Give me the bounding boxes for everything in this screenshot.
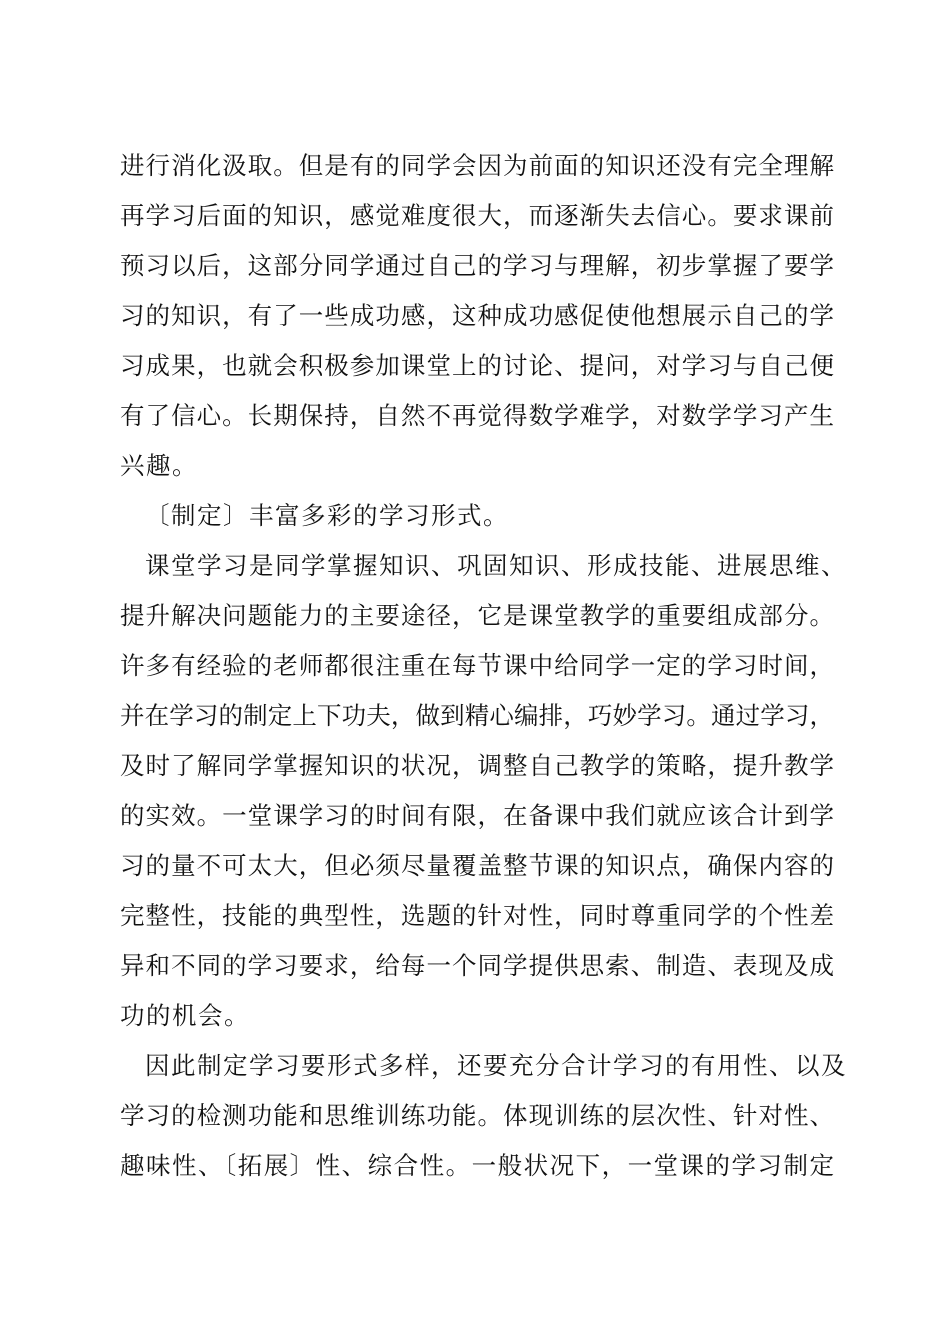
paragraph-3 bbox=[120, 541, 847, 1041]
paragraph-1 bbox=[120, 141, 834, 491]
text-line: 的实效。一堂课学习的时间有限，在备课中我们就应该合计到学 bbox=[120, 801, 834, 830]
text-line: 异和不同的学习要求，给每一个同学提供思索、制造、表现及成 bbox=[120, 951, 834, 980]
paragraph-2 bbox=[120, 491, 834, 541]
text-line: 提升解决问题能力的主要途径，它是课堂教学的重要组成部分。 bbox=[120, 601, 834, 630]
text-line: 预习以后，这部分同学通过自己的学习与理解，初步掌握了要学 bbox=[120, 251, 834, 280]
text-line: 及时了解同学掌握知识的状况，调整自己教学的策略，提升教学 bbox=[120, 751, 834, 780]
document-body bbox=[120, 141, 847, 1191]
text-line: 习的量不可太大，但必须尽量覆盖整节课的知识点，确保内容的 bbox=[120, 851, 834, 880]
text-line: 学习的检测功能和思维训练功能。体现训练的层次性、针对性、 bbox=[120, 1101, 834, 1130]
text-line: 因此制定学习要形式多样，还要充分合计学习的有用性、以及 bbox=[145, 1051, 847, 1080]
paragraph-4 bbox=[120, 1041, 847, 1191]
text-line: 许多有经验的老师都很注重在每节课中给同学一定的学习时间， bbox=[120, 651, 834, 680]
text-line: 进行消化汲取。但是有的同学会因为前面的知识还没有完全理解 bbox=[120, 151, 834, 180]
text-line: 趣味性、〔拓展〕性、综合性。一般状况下，一堂课的学习制定 bbox=[120, 1151, 834, 1180]
text-line: 完整性，技能的典型性，选题的针对性，同时尊重同学的个性差 bbox=[120, 901, 834, 930]
text-line: 课堂学习是同学掌握知识、巩固知识、形成技能、进展思维、 bbox=[145, 551, 847, 580]
text-line: 功的机会。 bbox=[120, 1001, 250, 1030]
text-line: 再学习后面的知识，感觉难度很大，而逐渐失去信心。要求课前 bbox=[120, 201, 834, 230]
text-line: 习成果，也就会积极参加课堂上的讨论、提问，对学习与自己便 bbox=[120, 351, 834, 380]
text-line: 并在学习的制定上下功夫，做到精心编排，巧妙学习。通过学习， bbox=[120, 701, 834, 730]
text-line: 有了信心。长期保持，自然不再觉得数学难学，对数学学习产生 bbox=[120, 401, 834, 430]
text-line: 习的知识，有了一些成功感，这种成功感促使他想展示自己的学 bbox=[120, 301, 834, 330]
section-heading: 〔制定〕丰富多彩的学习形式。 bbox=[145, 501, 509, 530]
text-line: 兴趣。 bbox=[120, 451, 198, 480]
